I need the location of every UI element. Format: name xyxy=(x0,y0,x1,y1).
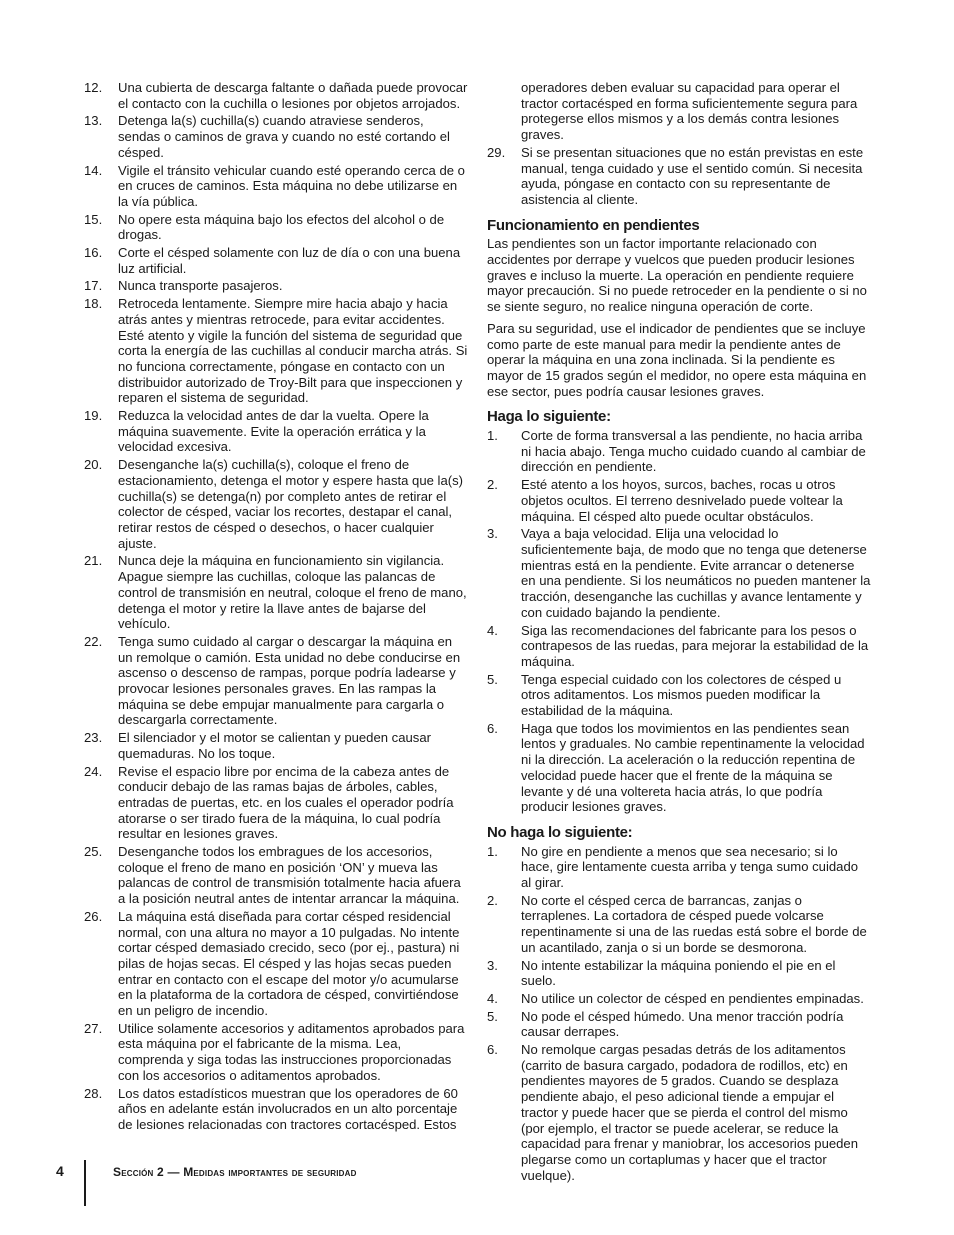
item-text: Los datos estadísticos muestran que los operadores de 60 años en adelante están involucrados en un alto porcentaje de lesiones relacionadas con tractores cortacésped. Estos xyxy=(118,1085,458,1132)
safety-list-left xyxy=(84,80,468,1133)
list-item xyxy=(84,764,468,843)
item-number: 16. xyxy=(84,245,103,261)
item-text: Corte de forma transversal a las pendiente, no hacia arriba ni hacia abajo. Tenga mucho cuidado cuando al cambiar de dirección en pendiente. xyxy=(521,428,866,475)
do-heading: Haga lo siguiente: xyxy=(487,408,611,426)
item-text: Detenga la(s) cuchilla(s) cuando atraviese senderos, sendas o caminos de grava y cuando no esté cortando el césped. xyxy=(118,113,450,160)
section-title: Sección 2 — Medidas importantes de seguridad xyxy=(113,1165,357,1179)
item-number: 19. xyxy=(84,408,103,424)
item-text: Vaya a baja velocidad. Elija una velocidad lo suficientemente baja, de modo que no tenga que detenerse mientras está en la pendiente. Evite arrancar o detenerse en una pendiente. Si los neumáticos no pueden mantener la tracción, desenganche las cuchillas y avance lentamente y con cuidado bajando la pendiente. xyxy=(521,526,871,620)
item-text: Reduzca la velocidad antes de dar la vuelta. Opere la máquina suavemente. Evite la operación errática y la velocidad excesiva. xyxy=(118,408,429,455)
list-item xyxy=(487,991,871,1007)
item-number: 4. xyxy=(487,990,498,1006)
item-number: 18. xyxy=(84,296,103,312)
item-text: No pode el césped húmedo. Una menor tracción podría causar derrapes. xyxy=(521,1008,844,1040)
item-number: 25. xyxy=(84,844,103,860)
list-item xyxy=(487,477,871,524)
item-text: Si se presentan situaciones que no están previstas en este manual, tenga cuidado y use el sentido común. Si necesita ayuda, póngase en contacto con su representante de asistencia al cliente. xyxy=(521,144,864,207)
list-item xyxy=(84,634,468,728)
item-number: 3. xyxy=(487,526,498,542)
item-number: 2. xyxy=(487,892,498,908)
item-number: 28. xyxy=(84,1085,103,1101)
item-number: 26. xyxy=(84,908,103,924)
item-text: No corte el césped cerca de barrancas, zanjas o terraplenes. La cortadora de césped puede volcarse repentinamente si una de las ruedas está sobre el borde de un acantilado, zanja o si un borde se desmorona. xyxy=(521,892,867,955)
item-text: No remolque cargas pesadas detrás de los aditamentos (carrito de basura cargado, podadora de rodillos, etc) en pendientes mayores de 5 grados. Cuando se desplaza pendiente abajo, el peso adicional tiende a empujar el tractor y puede hacer que se pierda el control del mismo (por ejemplo, el tractor se puede acelerar, se reduce la capacidad para frenar y maniobrar, los accesorios pueden plegarse como un cortaplumas y hacer que el tractor vuelque). xyxy=(521,1042,858,1183)
item-text: Revise el espacio libre por encima de la cabeza antes de conducir debajo de las ramas bajas de árboles, cables, entradas de puertas, etc. en los cuales el operador podría atorarse o ser tirado fuera de la máquina, lo cual podría resultar en lesiones graves. xyxy=(118,763,454,842)
list-item xyxy=(487,623,871,670)
item-text: Haga que todos los movimientos en las pendientes sean lentos y graduales. No cambie repentinamente la velocidad ni la dirección. La aceleración o la reducción repentina de velocidad puede hacer que el frente de la máquina se levante y dé una voltereta hacia atrás, lo que podría producir lesiones graves. xyxy=(521,720,865,815)
list-item xyxy=(84,1086,468,1133)
item-number: 23. xyxy=(84,730,103,746)
list-item xyxy=(487,672,871,719)
list-item xyxy=(487,526,871,620)
item-text: Tenga sumo cuidado al cargar o descargar la máquina en un remolque o camión. Esta unidad no debe conducirse en ascenso o descenso de rampas, porque podría ladearse y provocar lesiones personales graves. En las rampas la máquina se debe empujar manualmente para cargarla o descargarla correctamente. xyxy=(118,633,461,728)
item-text: Siga las recomendaciones del fabricante para los pesos o contrapesos de las ruedas, para mejorar la estabilidad de la máquina. xyxy=(521,622,869,669)
list-item xyxy=(487,844,871,891)
item-number: 5. xyxy=(487,671,498,687)
list-item xyxy=(84,844,468,907)
item-number: 15. xyxy=(84,211,103,227)
item-text: No utilice un colector de césped en pendientes empinadas. xyxy=(521,990,864,1006)
item-number: 3. xyxy=(487,957,498,973)
slopes-paragraph: Las pendientes son un factor importante relacionado con accidentes por derrape y vuelcos que pueden producir lesiones graves e incluso la muerte. La operación en pendiente requiere mayor precaución. Si no puede retroceder en la pendiente o si no se siente seguro, no realice ninguna operación de corte. xyxy=(487,236,867,315)
do-list xyxy=(487,428,871,815)
list-item xyxy=(84,245,468,276)
page-number: 4 xyxy=(56,1163,64,1179)
item-number: 13. xyxy=(84,113,103,129)
list-item xyxy=(84,1021,468,1084)
item-number: 22. xyxy=(84,633,103,649)
item-text: La máquina está diseñada para cortar césped residencial normal, con una altura no mayor a 10 pulgadas. No intente cortar césped demasiado crecido, seco (por ej., pastura) ni pilas de hojas secas. El césped y las hojas secas pueden entrar en contacto con el escape del motor y/o acumularse en la plataforma de la cortadora de césped, convirtiéndose en un peligro de incendio. xyxy=(118,908,460,1019)
list-item xyxy=(487,958,871,989)
list-item xyxy=(84,553,468,632)
footer-divider xyxy=(84,1160,86,1206)
list-item xyxy=(84,212,468,243)
item-number: 1. xyxy=(487,428,498,444)
list-item xyxy=(487,428,871,475)
right-column xyxy=(487,80,871,1185)
item-text: El silenciador y el motor se calientan y pueden causar quemaduras. No los toque. xyxy=(118,730,431,761)
item-number: 12. xyxy=(84,80,103,95)
list-item xyxy=(487,1042,871,1183)
list-item xyxy=(84,909,468,1019)
list-item xyxy=(84,163,468,210)
item-text: Desenganche la(s) cuchilla(s), coloque el freno de estacionamiento, detenga el motor y espere hasta que la(s) cuchilla(s) se detenga(n) por completo antes de retirar el colector de césped, vaciar los recortes, destapar el canal, retirar restos de césped o desechos, o hacer cualquier ajuste. xyxy=(118,457,464,551)
slopes-heading: Funcionamiento en pendientes xyxy=(487,216,700,234)
item-text: Una cubierta de descarga faltante o dañada puede provocar el contacto con la cuchilla o lesiones por objetos arrojados. xyxy=(118,80,468,111)
list-item xyxy=(84,278,468,294)
item-text: Desenganche todos los embragues de los accesorios, coloque el freno de mano en posición ‘ON’ y mueva las palancas de control de transmisión totalmente hacia afuera a la posición neutral antes de intentar arrancar la máquina. xyxy=(118,844,461,907)
item-number: 4. xyxy=(487,622,498,638)
dont-list xyxy=(487,844,871,1184)
list-item xyxy=(84,296,468,406)
item-number: 20. xyxy=(84,457,103,473)
list-item xyxy=(487,145,871,208)
item-number: 21. xyxy=(84,553,103,569)
item-text: No intente estabilizar la máquina poniendo el pie en el suelo. xyxy=(521,957,836,989)
safety-list-right xyxy=(487,145,871,208)
list-item xyxy=(487,893,871,956)
item-number: 6. xyxy=(487,720,498,736)
item-28-continuation: operadores deben evaluar su capacidad para operar el tractor cortacésped en forma suficientemente segura para protegerse ellos mismos y a los demás contra lesiones graves. xyxy=(521,80,858,143)
list-item xyxy=(84,730,468,761)
item-number: 17. xyxy=(84,278,103,294)
list-item xyxy=(84,457,468,551)
item-text: Esté atento a los hoyos, surcos, baches, rocas u otros objetos ocultos. El terreno desnivelado puede voltear la máquina. El césped alto puede ocultar obstáculos. xyxy=(521,477,843,524)
item-number: 29. xyxy=(487,144,506,160)
dont-heading: No haga lo siguiente: xyxy=(487,823,633,841)
item-text: No opere esta máquina bajo los efectos del alcohol o de drogas. xyxy=(118,211,445,243)
item-number: 6. xyxy=(487,1042,498,1058)
item-number: 14. xyxy=(84,162,103,178)
item-number: 1. xyxy=(487,843,498,859)
list-item xyxy=(84,113,468,160)
item-text: Nunca transporte pasajeros. xyxy=(118,278,283,294)
item-text: Tenga especial cuidado con los colectores de césped u otros aditamentos. Los mismos pueden modificar la estabilidad de la máquina. xyxy=(521,671,842,719)
item-text: Corte el césped solamente con luz de día o con una buena luz artificial. xyxy=(118,245,461,276)
item-text: Vigile el tránsito vehicular cuando esté operando cerca de o en cruces de caminos. Esta máquina no debe utilizarse en la vía pública. xyxy=(118,162,465,209)
item-number: 2. xyxy=(487,477,498,493)
slopes-paragraph: Para su seguridad, use el indicador de pendientes que se incluye como parte de este manual para medir la pendiente antes de operar la máquina en una zona inclinada. Si la pendiente es mayor de 15 grados según el medidor, no opere esta máquina en ese sector, pues podría causar lesiones graves. xyxy=(487,320,867,399)
list-item xyxy=(84,80,468,111)
item-number: 5. xyxy=(487,1008,498,1024)
item-number: 24. xyxy=(84,763,103,779)
left-column xyxy=(84,80,468,1135)
list-item xyxy=(487,1009,871,1040)
list-item xyxy=(84,408,468,455)
item-text: Utilice solamente accesorios y aditamentos aprobados para esta máquina por el fabricante de la misma. Lea, comprenda y siga todas las instrucciones proporcionadas con los accesorios o aditamentos aprobados. xyxy=(118,1020,465,1083)
item-text: No gire en pendiente a menos que sea necesario; si lo hace, gire lentamente cuesta arriba y tenga sumo cuidado al girar. xyxy=(521,843,859,891)
list-item xyxy=(487,721,871,815)
item-text: Nunca deje la máquina en funcionamiento sin vigilancia. Apague siempre las cuchillas, coloque las palancas de control de transmisión en neutral, coloque el freno de mano, detenga el motor y retire la llave antes de bajarse del vehículo. xyxy=(118,553,467,632)
item-text: Retroceda lentamente. Siempre mire hacia abajo y hacia atrás antes y mientras retrocede, para evitar accidentes. Esté atento y vigile la función del sistema de seguridad que corta la energía de las cuchillas al conducir marcha atrás. Si no funciona correctamente, póngase en contacto con un distribuidor autorizado de Troy-Bilt para que inspeccionen y reparen el sistema de seguridad. xyxy=(118,296,468,406)
item-number: 27. xyxy=(84,1020,103,1036)
